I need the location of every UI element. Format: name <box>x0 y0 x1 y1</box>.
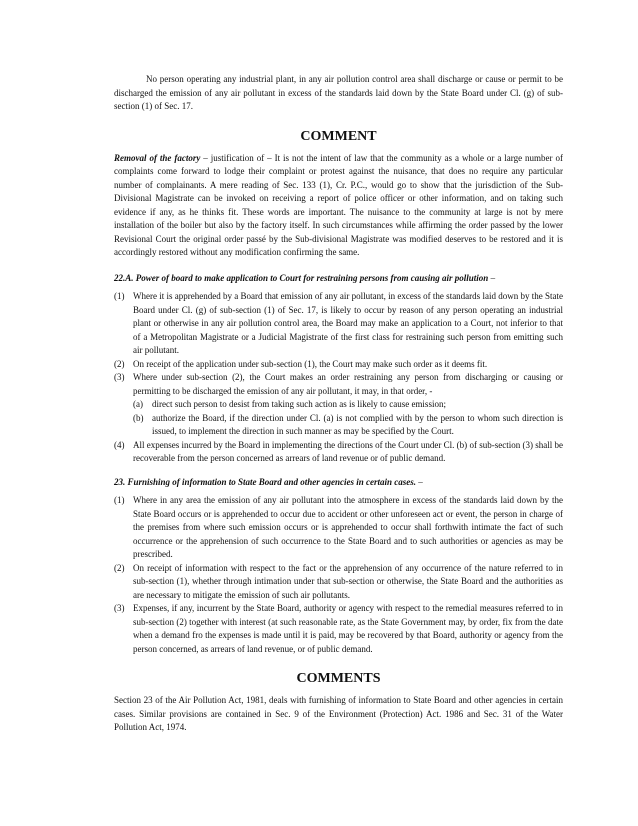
comment-heading: COMMENT <box>300 128 377 144</box>
item-text: Where it is apprehended by a Board that emission of any air pollutant, in excess of the standards laid down by the State Board under Cl. (g) of sub-section (1) of Sec. 17, is likely to occur by reason of any person operating an industrial plant or otherwise in any air pollution control area, the Board may make an application to a Court, not inferior to that of a Metropolitan Magistrate or a Judicial Magistrate of the first class for restraining such person from emitting such air pollutant. <box>133 291 563 355</box>
sub-item-number: (b) <box>133 412 144 423</box>
item-text: Expenses, if any, incurrent by the State Board, authority or agency with respect to the remedial measures referred to in sub-section (2) together with interest (at such reasonable rate, as the State Government may, by order, fix from the date when a demand fro the expenses is made until it is paid, may be recovered by that Board, authority or agency from the person concerned, as arrears of land revenue, or of public demand. <box>133 603 563 654</box>
sub-list-item <box>133 412 563 439</box>
sub-item-text: direct such person to desist from taking such action as is likely to cause emission; <box>152 399 446 409</box>
comment-body: – justification of – It is not the intent of law that the community as a whole or a large number of complaints come forward to lodge their complaint or protest against the nuisance, that does no require any particular number of complainants. A mere reading of Sec. 133 (1), Cr. P.C., would go to show that the jurisdiction of the Sub-Divisional Magistrate can be invoked on receiving a report of police officer or other information, and on taking such evidence if any, as he thinks fit. These words are important. The nuisance to the community at large is not by mere installation of the boiler but also by the factory itself. In such circumstances while affirming the order passed by the lower Revisional Court the original order passé by the Sub-divisional Magistrate was modified deserves to be restored and it is accordingly restored without any modification confirming the same. <box>114 152 563 257</box>
intro-paragraph: No person operating any industrial plant, in any air pollution control area shall discharge or cause or permit to be discharged the emission of any air pollutant in excess of the standards laid down by the State Board under Cl. (g) of sub-section (1) of Sec. 17. <box>114 74 563 111</box>
comments-heading: COMMENTS <box>296 671 381 686</box>
item-number: (2) <box>114 562 125 573</box>
list-item <box>114 371 563 439</box>
item-number: (2) <box>114 358 125 369</box>
list-item <box>114 358 563 372</box>
item-text: Where under sub-section (2), the Court makes an order restraining any person from discharging or causing or permitting to be discharged the emission of any air pollutant, it may, in that order, - <box>133 372 563 396</box>
item-number: (1) <box>114 291 125 301</box>
section-22a-sublist <box>133 398 563 439</box>
sub-item-text: authorize the Board, if the direction under Cl. (a) is not complied with by the person to whom such direction is issued, to implement the direction in such manner as may be specified by the Court. <box>152 412 563 436</box>
comment-run-in: Removal of the factory <box>114 152 201 163</box>
section-22a-heading <box>114 272 563 286</box>
item-text: On receipt of the application under sub-section (1), the Court may make such order as it deems fit. <box>133 358 488 369</box>
item-text: Where in any area the emission of any air pollutant into the atmosphere in excess of the standards laid down by the State Board occurs or is apprehended to occur due to accident or other unforeseen act or event, the person in charge of the premises from where such emission occurs or is apprehended to occur shall forthwith intimate the fact of such occurrence or the apprehension of such occurrence to the State Board and to such authorities or agencies as may be prescribed. <box>133 495 563 559</box>
list-item <box>114 494 563 562</box>
list-item <box>114 562 563 603</box>
section-22a-list <box>114 290 563 466</box>
item-text: All expenses incurred by the Board in implementing the directions of the Court under Cl. (b) of sub-section (3) shall be recoverable from the person concerned as arrears of land revenue or of public demand. <box>133 439 563 463</box>
item-text: On receipt of information with respect to the fact or the apprehension of any occurrence of the nature referred to in sub-section (1), whether through intimation under that sub-section or otherwise, the State Board and the authorities as are necessary to mitigate the emission of such air pollutants. <box>133 562 563 600</box>
section-22a-title: 22.A. Power of board to make application to Court for restraining persons from causing air pollution <box>114 272 489 283</box>
comments-paragraph: Section 23 of the Air Pollution Act, 1981, deals with furnishing of information to State Board and other agencies in certain cases. Similar provisions are contained in Sec. 9 of the Environment (Protection) Act. 1986 and Sec. 31 of the Water Pollution Act, 1974. <box>114 695 563 732</box>
comment-paragraph <box>114 152 563 260</box>
section-23-title: 23. Furnishing of information to State Board and other agencies in certain cases. <box>114 476 417 487</box>
list-item <box>114 290 563 358</box>
list-item <box>114 602 563 656</box>
item-number: (3) <box>114 603 125 613</box>
section-23-list <box>114 494 563 656</box>
section-23-heading <box>114 476 563 490</box>
sub-list-item <box>133 398 563 412</box>
item-number: (4) <box>114 439 125 450</box>
list-item <box>114 439 563 466</box>
item-number: (1) <box>114 495 125 505</box>
section-22a-title-suffix: – <box>488 272 496 283</box>
item-number: (3) <box>114 372 125 382</box>
section-23-title-suffix: – <box>416 476 423 487</box>
sub-item-number: (a) <box>133 399 143 409</box>
